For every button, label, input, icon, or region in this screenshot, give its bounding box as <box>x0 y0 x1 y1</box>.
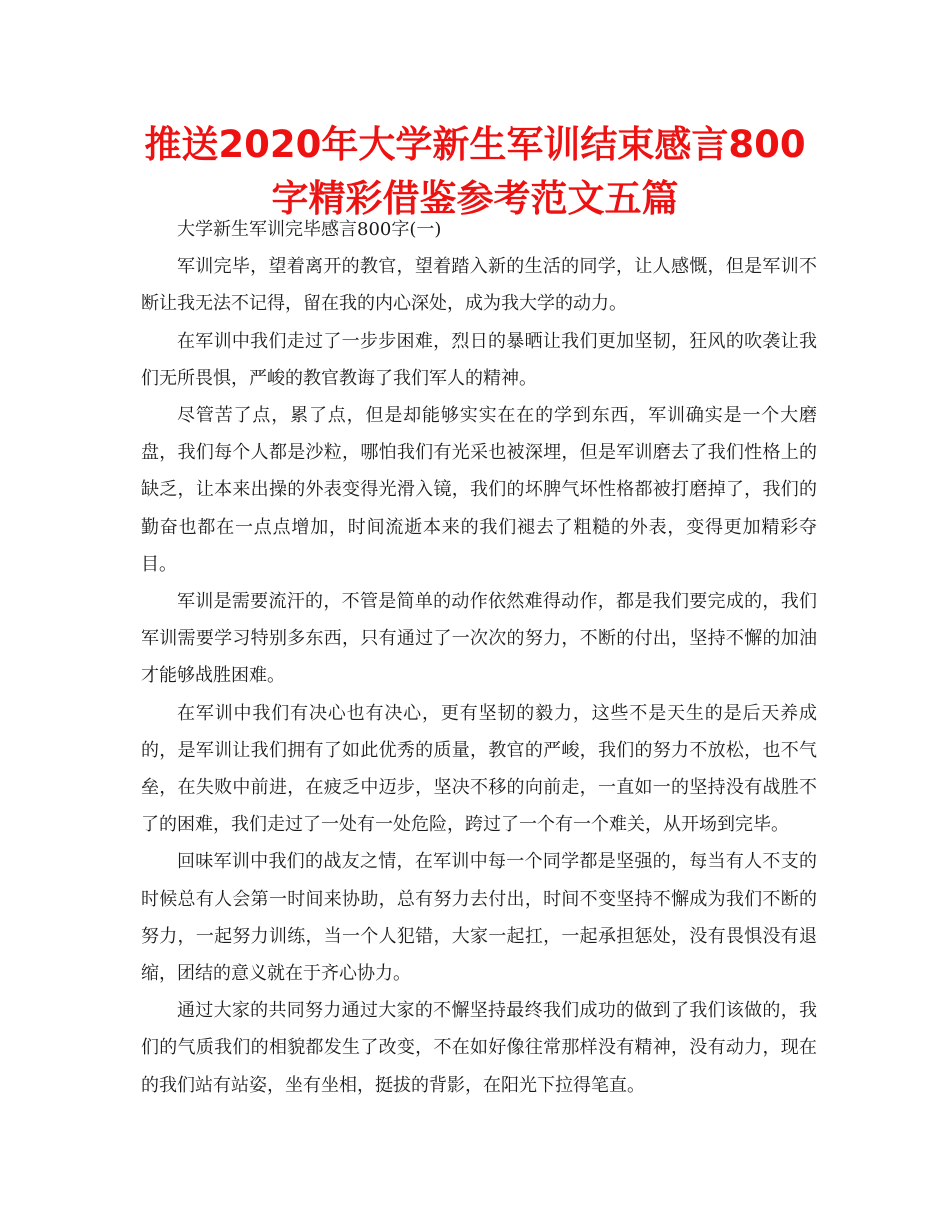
document-body <box>141 211 817 1104</box>
section-heading: 大学新生军训完毕感言800字(一) <box>177 219 442 240</box>
paragraph-7: 通过大家的共同努力通过大家的不懈坚持最终我们成功的做到了我们该做的，我们的气质我们的相貌都发生了改变，不在如好像往常那样没有精神，没有动力，现在的我们站有站姿，坐有坐相，挺拔的背影，在阳光下拉得笔直。 <box>141 1000 817 1096</box>
paragraph-4: 军训是需要流汗的，不管是简单的动作依然难得动作，都是我们要完成的，我们军训需要学习特别多东西，只有通过了一次次的努力，不断的付出，坚持不懈的加油才能够战胜困难。 <box>141 591 817 687</box>
paragraph-1: 军训完毕，望着离开的教官，望着踏入新的生活的同学，让人感慨，但是军训不断让我无法不记得，留在我的内心深处，成为我大学的动力。 <box>141 256 817 315</box>
paragraph-5: 在军训中我们有决心也有决心，更有坚韧的毅力，这些不是天生的是后天养成的，是军训让我们拥有了如此优秀的质量，教官的严峻，我们的努力不放松，也不气垒，在失败中前进，在疲乏中迈步，坚决不移的向前走，一直如一的坚持没有战胜不了的困难，我们走过了一处有一处危险，跨过了一个有一个难关，从开场到完毕。 <box>141 702 817 836</box>
paragraph-3: 尽管苦了点，累了点，但是却能够实实在在的学到东西，军训确实是一个大磨盘，我们每个人都是沙粒，哪怕我们有光采也被深埋，但是军训磨去了我们性格上的缺乏，让本来出操的外表变得光滑入镜，我们的坏脾气坏性格都被打磨掉了，我们的勤奋也都在一点点增加，时间流逝本来的我们褪去了粗糙的外表，变得更加精彩夺目。 <box>141 405 817 575</box>
paragraph-2: 在军训中我们走过了一步步困难，烈日的暴晒让我们更加坚韧，狂风的吹袭让我们无所畏惧，严峻的教官教诲了我们军人的精神。 <box>141 330 817 389</box>
document-title: 推送2020年大学新生军训结束感言800字精彩借鉴参考范文五篇 <box>144 123 806 220</box>
paragraph-6: 回味军训中我们的战友之情，在军训中每一个同学都是坚强的，每当有人不支的时候总有人会第一时间来协助，总有努力去付出，时间不变坚持不懈成为我们不断的努力，一起努力训练，当一个人犯错，大家一起扛，一起承担惩处，没有畏惧没有退缩，团结的意义就在于齐心协力。 <box>141 851 817 985</box>
